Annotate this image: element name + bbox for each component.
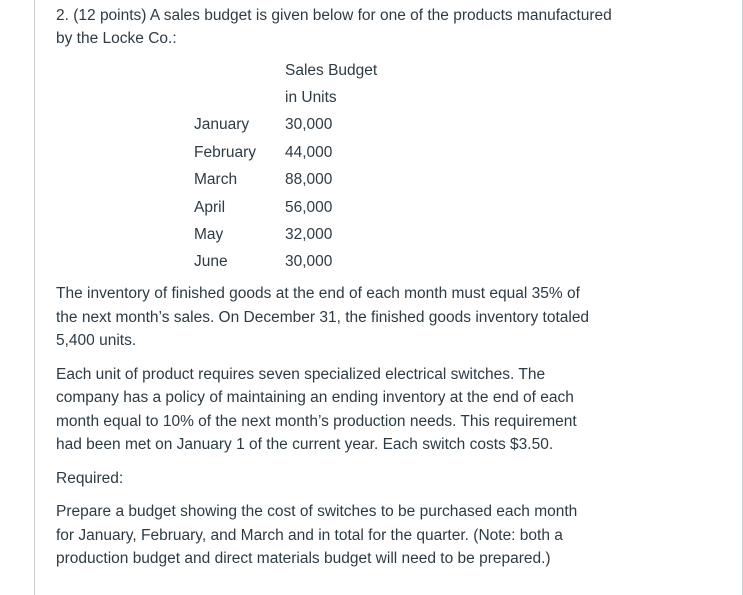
prepare-paragraph: Prepare a budget showing the cost of switches to be purchased each month for January, February, and March and in total for the quarter. (Note: both a production budget and direct materials budget will need to be prepared.) xyxy=(56,503,578,567)
required-label: Required: xyxy=(56,469,124,487)
month-cell: June xyxy=(194,253,228,271)
table-header-row xyxy=(190,57,377,84)
table-row xyxy=(190,249,377,276)
month-cell: February xyxy=(194,143,257,161)
table-row xyxy=(190,112,377,139)
content-left-border xyxy=(34,0,35,595)
month-cell: April xyxy=(194,198,226,216)
header-empty-cell xyxy=(190,84,285,111)
table-row xyxy=(190,194,377,221)
table-row xyxy=(190,167,377,194)
month-cell: May xyxy=(194,226,224,244)
question-block xyxy=(56,4,616,50)
month-cell: January xyxy=(194,116,250,134)
inventory-paragraph: The inventory of finished goods at the end of each month must equal 35% of the next month’s sales. On December 31, the finished goods inventory totaled 5,400 units. xyxy=(56,285,590,349)
table-row xyxy=(190,221,377,248)
table-row xyxy=(190,139,377,166)
sales-budget-table xyxy=(190,57,377,276)
units-cell: 56,000 xyxy=(285,198,333,216)
units-cell: 30,000 xyxy=(285,116,333,134)
header-empty-cell xyxy=(190,57,285,84)
units-cell: 44,000 xyxy=(285,143,333,161)
question-title: 2. (12 points) A sales budget is given below for one of the products manufactured by the Locke Co.: xyxy=(56,7,612,47)
units-cell: 32,000 xyxy=(285,226,333,244)
units-cell: 30,000 xyxy=(285,253,333,271)
header-sales-budget: Sales Budget xyxy=(285,61,378,79)
units-cell: 88,000 xyxy=(285,171,333,189)
switches-paragraph: Each unit of product requires seven specialized electrical switches. The company has a policy of maintaining an ending inventory at the end of each month equal to 10% of the next month’s production needs. This requirement had been met on January 1 of the current year. Each switch costs $3.50. xyxy=(56,365,577,453)
header-in-units: in Units xyxy=(285,89,337,107)
table-header-row xyxy=(190,84,377,111)
month-cell: March xyxy=(194,171,238,189)
question-body xyxy=(56,282,596,581)
